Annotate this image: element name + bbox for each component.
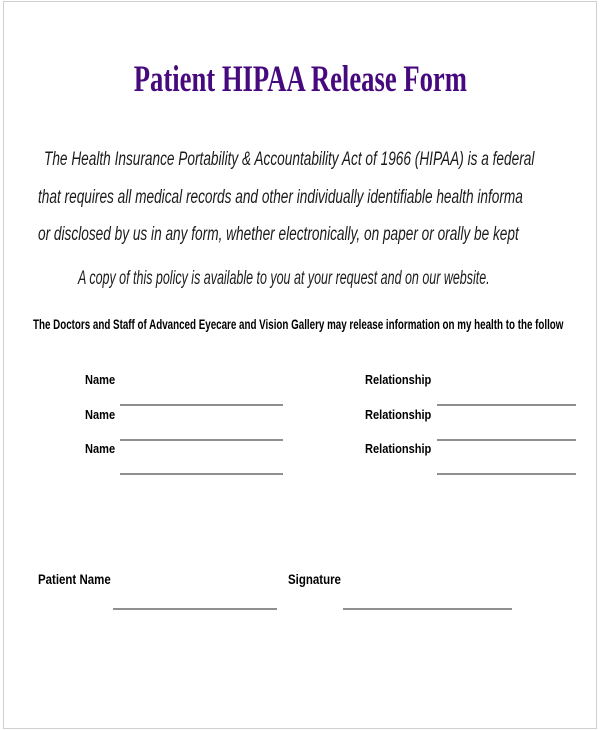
- intro-line-2-text: that requires all medical records and other individually identifiable health informa: [38, 185, 523, 208]
- page-border: [3, 1, 597, 729]
- signature-label: Signature: [288, 572, 341, 587]
- name-label-1: Name: [85, 372, 116, 387]
- field-row-3: [0, 441, 600, 476]
- relationship-label-3: Relationship: [365, 441, 432, 457]
- intro-line-2: [38, 179, 600, 217]
- name-label-3: Name: [85, 441, 116, 457]
- intro-paragraph: [38, 141, 600, 254]
- policy-note: [78, 263, 600, 293]
- relationship-fill-line-3: [437, 473, 576, 475]
- patient-name-label: Patient Name: [38, 572, 111, 587]
- signature-fill-line: [343, 608, 512, 610]
- policy-note-text: A copy of this policy is available to you at your request and on our website.: [78, 267, 490, 289]
- release-statement-text: The Doctors and Staff of Advanced Eyecare and Vision Gallery may release information on my health to the follow: [33, 316, 564, 332]
- field-row-2: [0, 407, 600, 442]
- patient-name-fill-line: [113, 608, 277, 610]
- relationship-label-2: Relationship: [365, 406, 432, 422]
- page-title: Patient HIPAA Release Form: [133, 59, 467, 100]
- name-fill-line-3: [120, 473, 283, 475]
- intro-line-3: [38, 216, 600, 254]
- relationship-label-1: Relationship: [365, 372, 432, 387]
- field-row-1: [0, 372, 600, 407]
- name-label-2: Name: [85, 406, 116, 422]
- intro-line-1-text: The Health Insurance Portability & Accountability Act of 1966 (HIPAA) is a federal: [44, 148, 535, 170]
- release-statement: [33, 314, 600, 334]
- release-fields: [0, 372, 600, 476]
- intro-line-3-text: or disclosed by us in any form, whether electronically, on paper or orally be kept: [38, 223, 519, 245]
- intro-line-1: [38, 141, 600, 179]
- title-row: [0, 60, 600, 100]
